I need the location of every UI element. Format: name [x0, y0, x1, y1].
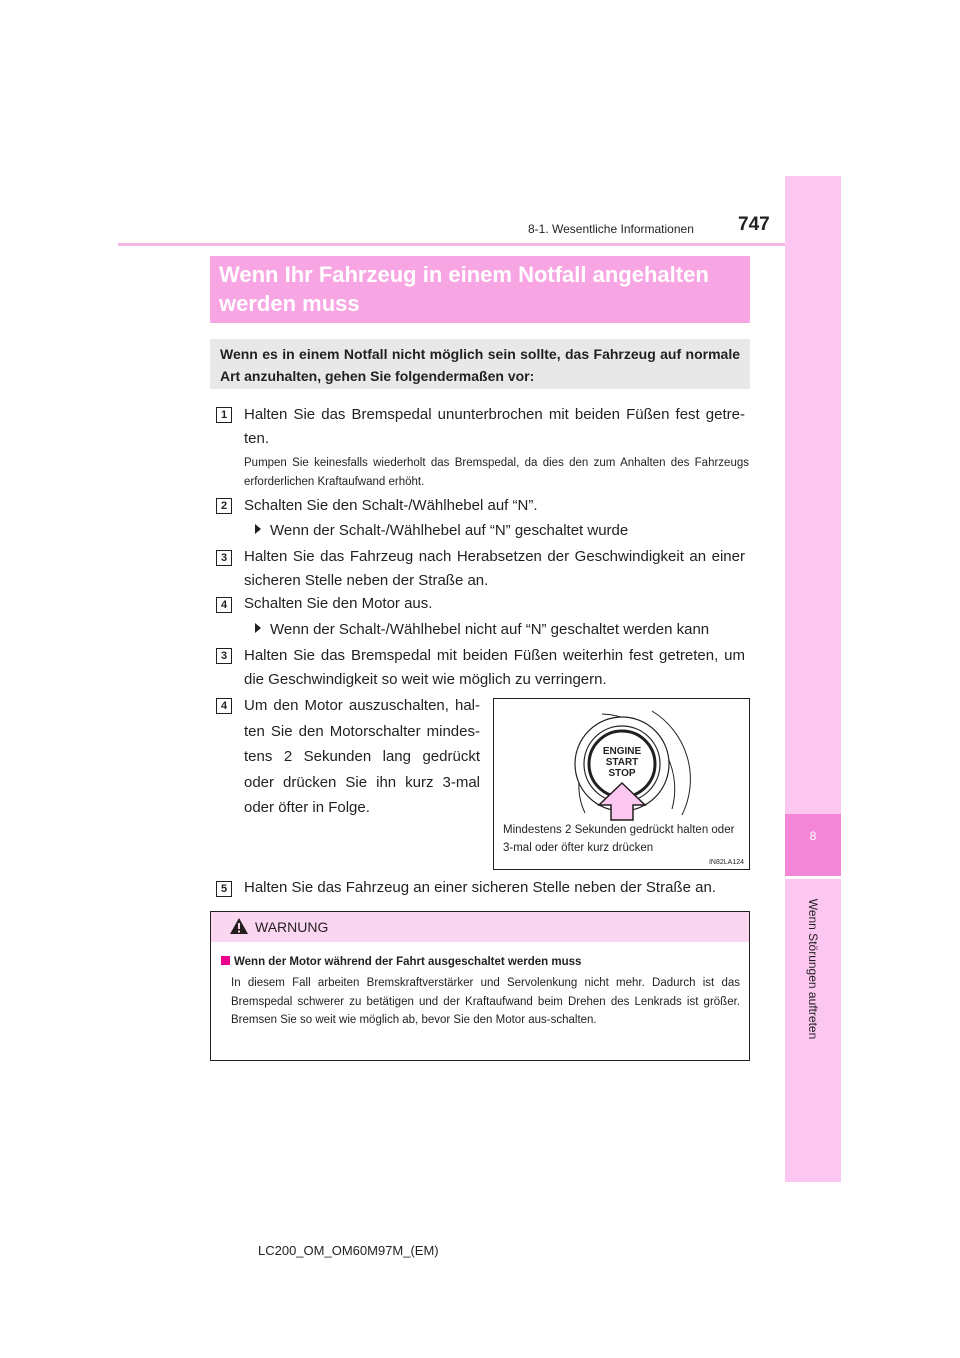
figure-caption: Mindestens 2 Sekunden gedrückt halten oder 3-mal oder öfter kurz drücken	[503, 824, 735, 854]
page-title-line2: werden muss	[219, 291, 360, 316]
step-number-badge: 4	[216, 597, 232, 613]
step-number-badge: 4	[216, 698, 232, 714]
chapter-number: 8	[809, 829, 817, 843]
engine-switch-figure	[493, 698, 750, 870]
warning-body: In diesem Fall arbeiten Bremskraftverstärker und Servolenkung nicht mehr. Dadurch ist das Bremspedal schwerer zu betätigen und der Kraftaufwand beim Drehen des Lenkrads ist größer. Bremsen Sie so weit wie möglich ab, bevor Sie den Motor aus-schalten.	[231, 977, 740, 1026]
figure-code: IN82LA124	[708, 859, 744, 866]
triangle-bullet-icon	[255, 524, 261, 534]
step-text: Halten Sie das Fahrzeug nach Herabsetzen der Geschwindigkeit an einer sicheren Stelle neben der Straße an.	[244, 548, 745, 589]
step-number-badge: 3	[216, 550, 232, 566]
step-number-badge: 2	[216, 498, 232, 514]
step-text: Schalten Sie den Motor aus.	[244, 595, 433, 612]
step-number-badge: 1	[216, 407, 232, 423]
chapter-title: Wenn Störungen auftreten	[806, 898, 820, 1040]
condition-bullet	[255, 521, 735, 541]
condition-bullet	[255, 620, 735, 640]
warning-subtitle-text: Wenn der Motor während der Fahrt ausgeschaltet werden muss	[234, 956, 582, 968]
page-title-line1: Wenn Ihr Fahrzeug in einem Notfall angehalten	[219, 262, 709, 287]
intro-box	[210, 339, 750, 389]
warning-box	[210, 911, 750, 1061]
button-label-stop: STOP	[608, 768, 636, 779]
warning-subtitle	[221, 953, 741, 971]
step-text: Halten Sie das Bremspedal ununterbrochen mit beiden Füßen fest getre-ten.	[244, 406, 745, 447]
triangle-bullet-icon	[255, 623, 261, 633]
button-label-start: START	[605, 757, 639, 768]
step-text: Um den Motor auszuschalten, hal-ten Sie den Motorschalter mindes-tens 2 Sekunden lang gedrückt oder drücken Sie ihn kurz 3-mal oder öfter in Folge.	[244, 697, 480, 816]
step-text: Halten Sie das Fahrzeug an einer sicheren Stelle neben der Straße an.	[244, 879, 716, 896]
page-title-banner	[210, 256, 750, 323]
button-label-engine: ENGINE	[602, 746, 642, 757]
chapter-number-tab	[785, 814, 841, 876]
warning-triangle-icon	[229, 917, 249, 935]
step-number-badge: 5	[216, 881, 232, 897]
square-bullet-icon	[221, 956, 230, 965]
document-footer-code: LC200_OM_OM60M97M_(EM)	[258, 1243, 439, 1258]
header-rule	[118, 243, 785, 246]
warning-header	[211, 912, 749, 942]
step-note: Pumpen Sie keinesfalls wiederholt das Bremspedal, da dies den zum Anhalten des Fahrzeugs erforderlichen Kraftaufwand erhöht.	[244, 457, 749, 488]
warning-title: WARNUNG	[255, 919, 329, 935]
section-header: 8-1. Wesentliche Informationen	[528, 222, 694, 236]
step-text: Schalten Sie den Schalt-/Wählhebel auf “N”.	[244, 497, 538, 514]
condition-text: Wenn der Schalt-/Wählhebel auf “N” geschaltet wurde	[270, 522, 629, 539]
step-text: Halten Sie das Bremspedal mit beiden Füßen weiterhin fest getreten, um die Geschwindigkeit so weit wie möglich zu verringern.	[244, 647, 745, 688]
page-number: 747	[738, 214, 770, 235]
step-number-badge: 3	[216, 648, 232, 664]
intro-text: Wenn es in einem Notfall nicht möglich sein sollte, das Fahrzeug auf normale Art anzuhalten, gehen Sie folgendermaßen vor:	[220, 346, 740, 384]
condition-text: Wenn der Schalt-/Wählhebel nicht auf “N” geschaltet werden kann	[270, 621, 710, 638]
